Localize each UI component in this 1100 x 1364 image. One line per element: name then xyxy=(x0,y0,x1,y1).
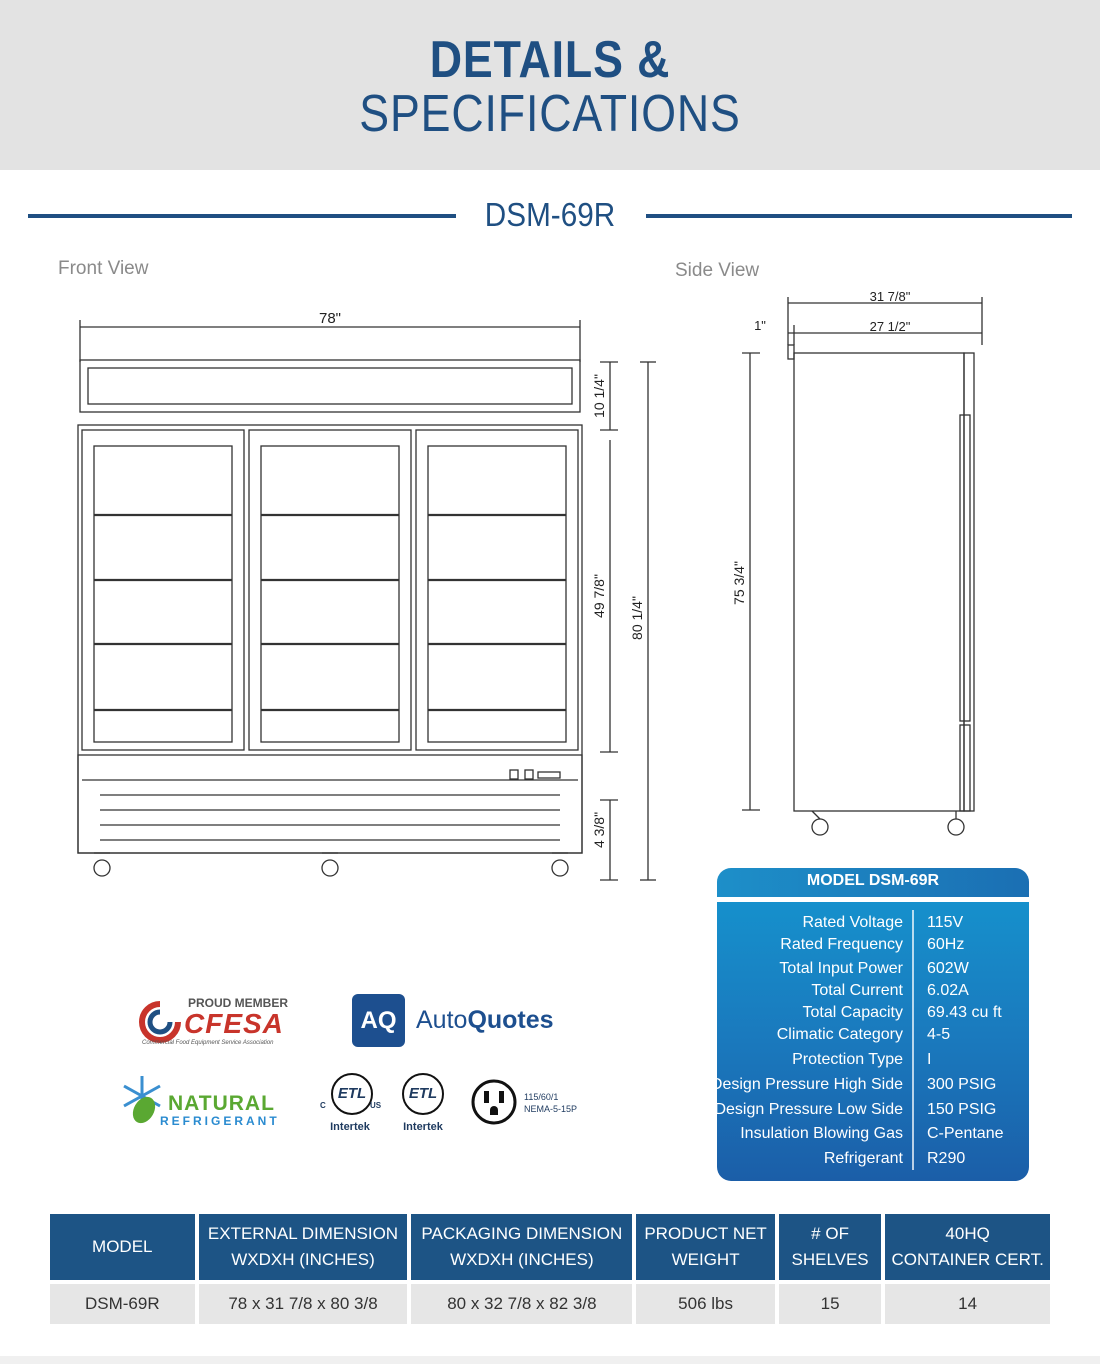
spec-panel-header xyxy=(717,868,1029,897)
table-cell: 78 x 31 7/8 x 80 3/8 xyxy=(199,1284,408,1324)
spec-value: 69.43 cu ft xyxy=(927,1004,1002,1021)
side-offset-dim: 1" xyxy=(754,318,766,333)
etl-mark-icon: ETL xyxy=(331,1073,373,1115)
cfesa-top-text: PROUD MEMBER xyxy=(188,996,289,1010)
spec-value: 150 PSIG xyxy=(927,1101,997,1118)
spec-label: Total Capacity xyxy=(802,1004,903,1021)
spec-value: 602W xyxy=(927,960,969,977)
front-canopy-dim: 10 1/4" xyxy=(591,374,607,418)
spec-label: Refrigerant xyxy=(823,1150,903,1167)
table-header-cell: 40HQ CONTAINER CERT. xyxy=(885,1214,1050,1280)
autoquotes-name xyxy=(416,1006,554,1035)
cfesa-sub-text: Commercial Food Equipment Service Association xyxy=(142,1040,274,1046)
front-door-dim: 49 7/8" xyxy=(591,574,607,618)
side-height-dim: 75 3/4" xyxy=(731,561,747,605)
spec-label: Rated Voltage xyxy=(802,914,903,931)
spec-value: 60Hz xyxy=(927,936,965,953)
spec-value: 4-5 xyxy=(927,1026,951,1043)
etl-intertek-text: Intertek xyxy=(403,1121,443,1133)
spec-label: Insulation Blowing Gas xyxy=(740,1125,903,1142)
table-header-cell: MODEL xyxy=(50,1214,195,1280)
spec-label: Design Pressure Low Side xyxy=(714,1101,903,1118)
table-cell: DSM-69R xyxy=(50,1284,195,1324)
spec-value: I xyxy=(927,1051,932,1068)
table-cell: 15 xyxy=(779,1284,881,1324)
spec-row xyxy=(717,1004,1029,1026)
spec-row xyxy=(717,960,1029,982)
side-view-label: Side View xyxy=(675,260,760,281)
natural-text: NATURAL xyxy=(168,1092,275,1115)
spec-label: Protection Type xyxy=(792,1051,903,1068)
autoquotes-logo xyxy=(352,994,582,1048)
spec-panel xyxy=(710,868,1029,1181)
spec-value: 300 PSIG xyxy=(927,1076,997,1093)
nema-plug-icon xyxy=(470,1078,518,1126)
spec-value: 115V xyxy=(927,914,964,931)
autoquotes-name-bold: Quotes xyxy=(467,1006,554,1034)
table-header-cell: # OF SHELVES xyxy=(779,1214,881,1280)
spec-row xyxy=(717,1125,1029,1147)
front-base-dim: 4 3/8" xyxy=(591,811,607,849)
model-heading: DSM-69R xyxy=(484,196,616,233)
etl-intertek-text: Intertek xyxy=(330,1121,370,1133)
etl-c-text: C xyxy=(320,1101,326,1110)
table-header-cell: PACKAGING DIMENSION WXDXH (INCHES) xyxy=(411,1214,632,1280)
etl-listed-logo xyxy=(320,1073,380,1135)
autoquotes-name-light: Auto xyxy=(416,1006,468,1034)
spec-panel-title: MODEL DSM-69R xyxy=(806,872,940,889)
plug-logo xyxy=(470,1078,590,1130)
table-cell: 80 x 32 7/8 x 82 3/8 xyxy=(411,1284,632,1324)
snowflake-leaf-icon xyxy=(118,1072,166,1128)
spec-row xyxy=(717,982,1029,1004)
spec-row xyxy=(714,1101,1029,1123)
heading-rule-left xyxy=(28,214,456,218)
spec-label: Total Input Power xyxy=(779,960,903,977)
front-view-label: Front View xyxy=(58,258,149,279)
spec-label: Total Current xyxy=(811,982,903,999)
etl-us-text: US xyxy=(370,1101,382,1110)
front-width-dim: 78" xyxy=(318,310,342,327)
front-height-dim: 80 1/4" xyxy=(629,596,645,640)
spec-label: Rated Frequency xyxy=(780,936,903,953)
spec-label: Climatic Category xyxy=(776,1026,903,1043)
front-view-drawing xyxy=(60,300,660,890)
spec-row xyxy=(717,1051,1029,1073)
natural-refrigerant-logo xyxy=(118,1072,303,1132)
cfesa-main-text: CFESA xyxy=(184,1008,284,1039)
plug-spec-line2: NEMA-5-15P xyxy=(524,1104,578,1114)
spec-row xyxy=(717,1026,1029,1048)
cfesa-mark-icon xyxy=(138,1000,182,1044)
header-title-line2: SPECIFICATIONS xyxy=(359,85,741,143)
etl-sanitation-logo xyxy=(398,1073,448,1135)
side-view-drawing xyxy=(720,285,1020,845)
refrigerant-text: REFRIGERANT xyxy=(160,1114,280,1128)
table-cell: 506 lbs xyxy=(636,1284,775,1324)
cfesa-logo xyxy=(138,996,323,1048)
table-cell: 14 xyxy=(885,1284,1050,1324)
spec-row xyxy=(717,1150,1029,1172)
table-header-cell: EXTERNAL DIMENSION WXDXH (INCHES) xyxy=(199,1214,408,1280)
side-depth-body-dim: 27 1/2" xyxy=(869,319,911,334)
spec-row xyxy=(717,914,1029,936)
autoquotes-badge: AQ xyxy=(352,994,405,1047)
header-title-line1: DETAILS & xyxy=(429,31,671,89)
spec-row xyxy=(717,936,1029,958)
spec-value: 6.02A xyxy=(927,982,969,999)
heading-rule-right xyxy=(646,214,1072,218)
etl-mark-icon: ETL xyxy=(402,1073,444,1115)
spec-value: R290 xyxy=(927,1150,966,1167)
spec-table xyxy=(46,1210,1054,1328)
table-header-cell: PRODUCT NET WEIGHT xyxy=(636,1214,775,1280)
spec-row xyxy=(710,1076,1029,1098)
page-header xyxy=(0,0,1100,170)
table-row xyxy=(50,1284,1050,1324)
side-depth-total-dim: 31 7/8" xyxy=(869,289,911,304)
spec-value: C-Pentane xyxy=(927,1125,1004,1142)
table-header-row xyxy=(50,1214,1050,1280)
footer-bar xyxy=(0,1356,1100,1364)
spec-label: Design Pressure High Side xyxy=(710,1076,903,1093)
plug-spec-line1: 115/60/1 xyxy=(524,1092,559,1102)
